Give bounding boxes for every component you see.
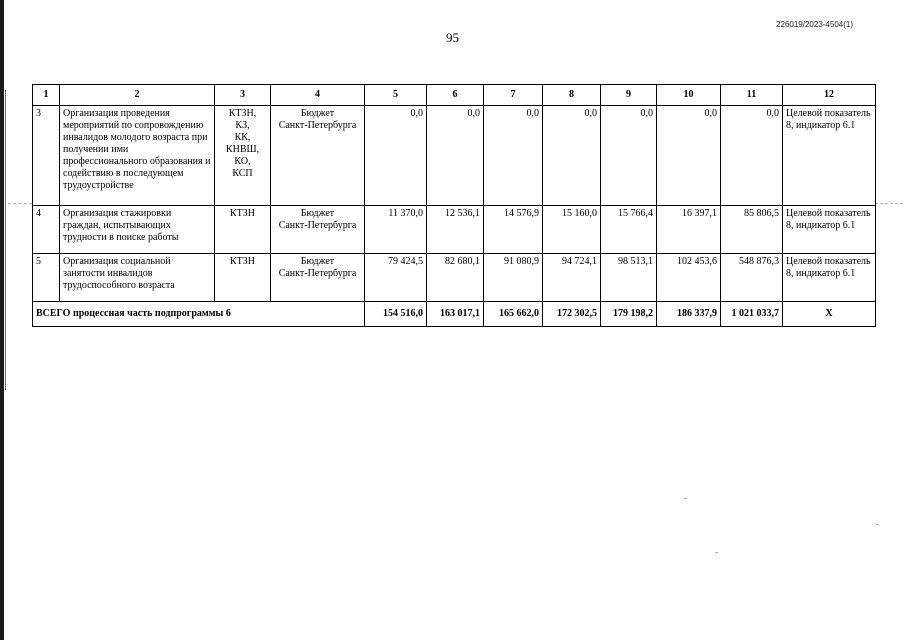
total-row bbox=[33, 302, 876, 327]
value-cell: 94 724,1 bbox=[543, 254, 601, 302]
table-row bbox=[33, 254, 876, 302]
column-header: 2 bbox=[60, 85, 215, 106]
column-header: 11 bbox=[721, 85, 783, 106]
value-cell: 102 453,6 bbox=[657, 254, 721, 302]
funding-source-line: Санкт-Петербурга bbox=[278, 120, 357, 131]
funding-source-line: Бюджет bbox=[300, 256, 335, 267]
executors-cell bbox=[215, 254, 271, 302]
scan-speck bbox=[876, 524, 879, 525]
scan-artifact bbox=[875, 203, 903, 204]
budget-table bbox=[32, 84, 876, 327]
activity-name: Организация проведения мероприятий по сопровождению инвалидов молодого возраста при получении ими профессионального образования и содействию в последующем трудоустройстве bbox=[60, 106, 215, 206]
value-cell: 0,0 bbox=[543, 106, 601, 206]
executor: КО, bbox=[234, 156, 251, 167]
row-number: 3 bbox=[33, 106, 60, 206]
column-header: 6 bbox=[427, 85, 484, 106]
value-cell: 11 370,0 bbox=[365, 206, 427, 254]
value-cell: 82 680,1 bbox=[427, 254, 484, 302]
value-cell: 15 160,0 bbox=[543, 206, 601, 254]
funding-source bbox=[271, 106, 365, 206]
indicator-cell: Целевой показатель 8, индикатор 6.1 bbox=[783, 254, 876, 302]
header-row bbox=[33, 85, 876, 106]
executor: КТЗН, bbox=[228, 108, 257, 119]
executor: КЗ, bbox=[235, 120, 250, 131]
value-cell: 0,0 bbox=[657, 106, 721, 206]
table-row bbox=[33, 106, 876, 206]
column-header: 7 bbox=[484, 85, 543, 106]
total-label: ВСЕГО процессная часть подпрограммы 6 bbox=[33, 302, 365, 327]
total-value: 179 198,2 bbox=[601, 302, 657, 327]
scan-artifact bbox=[8, 203, 32, 204]
value-cell: 12 536,1 bbox=[427, 206, 484, 254]
total-value: 186 337,9 bbox=[657, 302, 721, 327]
indicator-cell: Целевой показатель 8, индикатор 6.1 bbox=[783, 106, 876, 206]
executor: КТЗН bbox=[229, 256, 255, 267]
total-marker: Х bbox=[783, 302, 876, 327]
value-cell: 0,0 bbox=[427, 106, 484, 206]
column-header: 1 bbox=[33, 85, 60, 106]
funding-source-line: Бюджет bbox=[300, 108, 335, 119]
indicator-cell: Целевой показатель 8, индикатор 6.1 bbox=[783, 206, 876, 254]
row-number: 4 bbox=[33, 206, 60, 254]
funding-source bbox=[271, 206, 365, 254]
column-header: 8 bbox=[543, 85, 601, 106]
funding-source bbox=[271, 254, 365, 302]
executor: КНВШ, bbox=[225, 144, 260, 155]
value-cell: 91 080,9 bbox=[484, 254, 543, 302]
executor: КК, bbox=[234, 132, 251, 143]
document-id: 226019/2023-4504(1) bbox=[776, 20, 853, 29]
scan-edge bbox=[0, 0, 4, 640]
column-header: 10 bbox=[657, 85, 721, 106]
funding-source-line: Санкт-Петербурга bbox=[278, 220, 357, 231]
total-value: 1 021 033,7 bbox=[721, 302, 783, 327]
value-cell: 548 876,3 bbox=[721, 254, 783, 302]
table-row bbox=[33, 206, 876, 254]
row-number: 5 bbox=[33, 254, 60, 302]
column-header: 9 bbox=[601, 85, 657, 106]
total-value: 163 017,1 bbox=[427, 302, 484, 327]
page-number: 95 bbox=[446, 30, 459, 45]
scan-edge-line bbox=[5, 90, 6, 390]
column-header: 4 bbox=[271, 85, 365, 106]
funding-source-line: Бюджет bbox=[300, 208, 335, 219]
value-cell: 85 806,5 bbox=[721, 206, 783, 254]
value-cell: 0,0 bbox=[601, 106, 657, 206]
column-header: 12 bbox=[783, 85, 876, 106]
value-cell: 14 576,9 bbox=[484, 206, 543, 254]
value-cell: 98 513,1 bbox=[601, 254, 657, 302]
value-cell: 16 397,1 bbox=[657, 206, 721, 254]
executor: КТЗН bbox=[229, 208, 255, 219]
value-cell: 0,0 bbox=[365, 106, 427, 206]
funding-source-line: Санкт-Петербурга bbox=[278, 268, 357, 279]
value-cell: 15 766,4 bbox=[601, 206, 657, 254]
total-value: 165 662,0 bbox=[484, 302, 543, 327]
value-cell: 0,0 bbox=[484, 106, 543, 206]
executors-cell bbox=[215, 106, 271, 206]
scan-speck bbox=[715, 552, 718, 553]
total-value: 172 302,5 bbox=[543, 302, 601, 327]
executors-cell bbox=[215, 206, 271, 254]
activity-name: Организация социальной занятости инвалидов трудоспособного возраста bbox=[60, 254, 215, 302]
value-cell: 0,0 bbox=[721, 106, 783, 206]
scan-speck bbox=[684, 498, 687, 499]
value-cell: 79 424,5 bbox=[365, 254, 427, 302]
activity-name: Организация стажировки граждан, испытывающих трудности в поиске работы bbox=[60, 206, 215, 254]
column-header: 3 bbox=[215, 85, 271, 106]
executor: КСП bbox=[232, 168, 253, 179]
total-value: 154 516,0 bbox=[365, 302, 427, 327]
column-header: 5 bbox=[365, 85, 427, 106]
